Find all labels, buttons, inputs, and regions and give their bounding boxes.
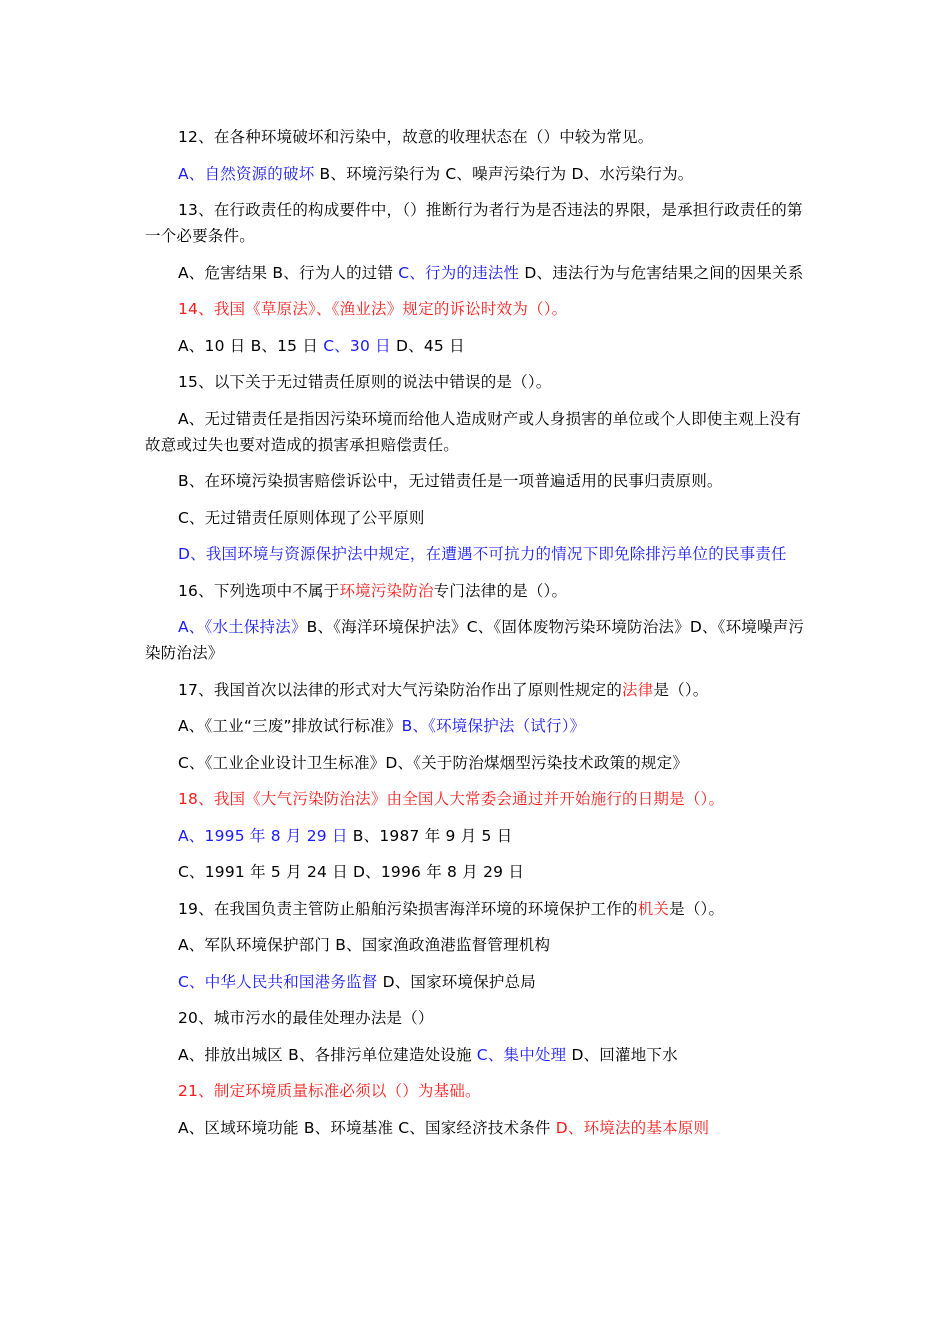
text-segment: D、我国环境与资源保护法中规定，在遭遇不可抗力的情况下即免除排污单位的民事责任 <box>178 545 787 563</box>
text-segment: D、国家环境保护总局 <box>377 972 537 991</box>
paragraph-q17-options-ab <box>145 713 810 739</box>
text-segment: A、《水土保持法》 <box>178 618 307 636</box>
paragraph-q13-options <box>145 260 810 286</box>
text-segment: D、回灌地下水 <box>566 1045 678 1064</box>
paragraph-q14-options <box>145 333 810 359</box>
text-segment: B、环境污染行为 C、噪声污染行为 D、水污染行为。 <box>314 164 694 183</box>
paragraph-q19 <box>145 896 810 922</box>
text-segment: 是（）。 <box>653 680 709 699</box>
text-segment: C、中华人民共和国港务监督 <box>178 972 378 991</box>
paragraph-q18-options-ab <box>145 823 810 849</box>
text-segment: 17、我国首次以法律的形式对大气污染防治作出了原则性规定的 <box>178 680 623 699</box>
paragraph-q20 <box>145 1005 810 1031</box>
paragraph-q13 <box>145 197 810 249</box>
text-segment: A、自然资源的破坏 <box>178 164 315 183</box>
paragraph-q12 <box>145 124 810 150</box>
text-segment: A、排放出城区 B、各排污单位建造处设施 <box>178 1045 477 1064</box>
text-segment: 12、在各种环境破坏和污染中，故意的收理状态在（）中较为常见。 <box>178 128 654 146</box>
paragraph-q16 <box>145 578 810 604</box>
paragraph-q21-options <box>145 1115 810 1141</box>
paragraph-q14 <box>145 296 810 322</box>
paragraph-q15-option-a <box>145 406 810 458</box>
text-segment: A、1995 年 8 月 29 日 <box>178 826 348 845</box>
paragraph-q21 <box>145 1078 810 1104</box>
text-segment: 专门法律的是（）。 <box>433 581 568 600</box>
paragraph-q20-options <box>145 1042 810 1068</box>
text-segment: C、30 日 <box>323 336 391 355</box>
text-segment: A、10 日 B、15 日 <box>178 336 324 355</box>
text-segment: C、《工业企业设计卫生标准》D、《关于防治煤烟型污染技术政策的规定》 <box>178 753 689 772</box>
text-segment: D、违法行为与危害结果之间的因果关系 <box>519 263 804 282</box>
text-segment: 21、制定环境质量标准必须以（）为基础。 <box>178 1082 481 1100</box>
text-segment: 20、城市污水的最佳处理办法是（） <box>178 1009 434 1027</box>
text-segment: 环境污染防治 <box>339 581 434 600</box>
paragraph-q18 <box>145 786 810 812</box>
text-segment: A、危害结果 B、行为人的过错 <box>178 263 399 282</box>
text-segment: C、无过错责任原则体现了公平原则 <box>178 508 425 527</box>
text-segment: 是（）。 <box>669 899 725 918</box>
text-segment: A、军队环境保护部门 B、国家渔政渔港监督管理机构 <box>178 936 551 954</box>
text-segment: 机关 <box>637 899 670 918</box>
text-segment: C、1991 年 5 月 24 日 D、1996 年 8 月 29 日 <box>178 863 525 881</box>
paragraph-q18-options-cd <box>145 859 810 885</box>
text-segment: B、《海洋环境保护法》C、《固体废物污染环境防治法》D、《环境噪声污染防治法》 <box>145 618 805 662</box>
paragraph-q15-option-c <box>145 505 810 531</box>
text-segment: C、集中处理 <box>476 1045 567 1064</box>
text-segment: 15、以下关于无过错责任原则的说法中错误的是（）。 <box>178 373 552 391</box>
paragraph-q15-option-b <box>145 468 810 494</box>
text-segment: B、1987 年 9 月 5 日 <box>347 826 513 845</box>
paragraph-q17 <box>145 677 810 703</box>
text-segment: A、区域环境功能 B、环境基准 C、国家经济技术条件 <box>178 1118 556 1137</box>
text-segment: B、在环境污染损害赔偿诉讼中，无过错责任是一项普遍适用的民事归责原则。 <box>178 472 723 490</box>
text-segment: D、45 日 <box>390 336 465 355</box>
paragraph-q12-options <box>145 161 810 187</box>
text-segment: 14、我国《草原法》、《渔业法》规定的诉讼时效为（）。 <box>178 300 568 318</box>
text-segment: A、无过错责任是指因污染环境而给他人造成财产或人身损害的单位或个人即使主观上没有故意或过失也要对造成的损害承担赔偿责任。 <box>145 409 802 454</box>
text-segment: B、《环境保护法（试行）》 <box>401 717 586 735</box>
text-segment: 19、在我国负责主管防止船舶污染损害海洋环境的环境保护工作的 <box>178 899 638 918</box>
paragraph-q16-options <box>145 614 810 666</box>
paragraph-q19-options-cd <box>145 969 810 995</box>
paragraph-q17-options-cd <box>145 750 810 776</box>
document-page <box>145 124 810 1151</box>
text-segment: 16、下列选项中不属于 <box>178 581 340 600</box>
text-segment: D、环境法的基本原则 <box>555 1118 710 1137</box>
text-segment: A、《工业“三废”排放试行标准》 <box>178 717 402 735</box>
text-segment: 13、在行政责任的构成要件中，（）推断行为者行为是否违法的界限，是承担行政责任的第一个必要条件。 <box>145 201 803 245</box>
text-segment: 18、我国《大气污染防治法》由全国人大常委会通过并开始施行的日期是（）。 <box>178 790 725 808</box>
paragraph-q19-options-ab <box>145 932 810 958</box>
paragraph-q15 <box>145 369 810 395</box>
text-segment: C、行为的违法性 <box>398 263 520 282</box>
text-segment: 法律 <box>622 680 654 699</box>
paragraph-q15-option-d <box>145 541 810 567</box>
